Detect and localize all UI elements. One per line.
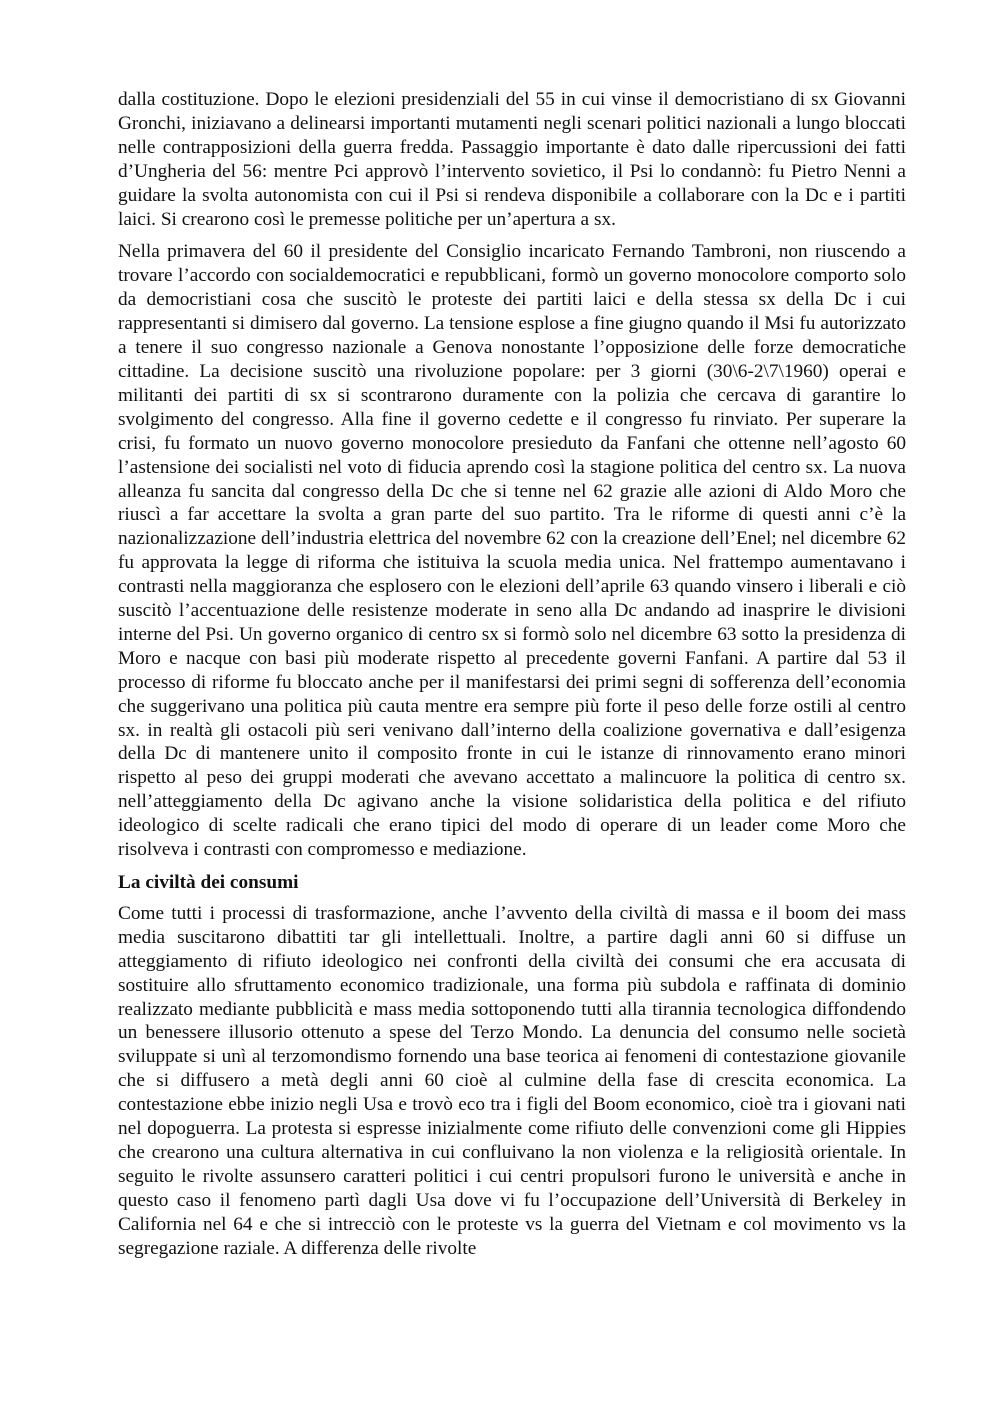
paragraph-2: Nella primavera del 60 il presidente del Consiglio incaricato Fernando Tambroni, non riuscendo a trovare l’accordo con socialdemocratici e repubblicani, formò un governo monocolore comporto solo da democristiani cosa che suscitò le proteste dei partiti laici e della stessa sx della Dc i cui rappresentanti si dimisero dal governo. La tensione esplose a fine giugno quando il Msi fu autorizzato a tenere il suo congresso nazionale a Genova nonostante l’opposizione delle forze democratiche cittadine. La decisione suscitò una rivoluzione popolare: per 3 giorni (30\6-2\7\1960) operai e militanti dei partiti di sx si scontrarono duramente con la polizia che cercava di garantire lo svolgimento del congresso. Alla fine il governo cedette e il congresso fu rinviato. Per superare la crisi, fu formato un nuovo governo monocolore presieduto da Fanfani che ottenne nell’agosto 60 l’astensione dei socialisti nel voto di fiducia aprendo così la stagione politica del centro sx. La nuova alleanza fu sancita dal congresso della Dc che si tenne nel 62 grazie alle azioni di Aldo Moro che riuscì a far accettare la svolta a gran parte del suo partito. Tra le riforme di questi anni c’è la nazionalizzazione dell’industria elettrica del novembre 62 con la creazione dell’Enel; nel dicembre 62 fu approvata la legge di riforma che istituiva la scuola media unica. Nel frattempo aumentavano i contrasti nella maggioranza che esplosero con le elezioni dell’aprile 63 quando vinsero i liberali e ciò suscitò l’accentuazione delle resistenze moderate in seno alla Dc andando ad inasprire le divisioni interne del Psi. Un governo organico di centro sx si formò solo nel dicembre 63 sotto la presidenza di Moro e nacque con basi più moderate rispetto al precedente governi Fanfani. A partire dal 53 il processo di riforme fu bloccato anche per il manifestarsi dei primi segni di sofferenza dell’economia che suggerivano una politica più cauta mentre era sempre più forte il peso delle forze ostili al centro sx. in realtà gli ostacoli più seri venivano dall’interno della coalizione governativa e dall’esigenza della Dc di mantenere unito il composito fronte in cui le istanze di rinnovamento erano minori rispetto al peso dei gruppi moderati che avevano accettato a malincuore la politica di centro sx. nell’atteggiamento della Dc agivano anche la visione solidaristica della politica e del rifiuto ideologico di scelte radicali che erano tipici del modo di operare di un leader come Moro che risolveva i contrasti con compromesso e mediazione. [118,241,906,861]
section-heading: La civiltà dei consumi [118,872,299,893]
paragraph-1: dalla costituzione. Dopo le elezioni presidenziali del 55 in cui vinse il democristiano di sx Giovanni Gronchi, iniziavano a delinearsi importanti mutamenti negli scenari politici nazionali a lungo bloccati nelle contrapposizioni della guerra fredda. Passaggio importante è dato dalle ripercussioni dei fatti d’Ungheria del 56: mentre Pci approvò l’intervento sovietico, il Psi lo condannò: fu Pietro Nenni a guidare la svolta autonomista con cui il Psi si rendeva disponibile a collaborare con la Dc e i partiti laici. Si crearono così le premesse politiche per un’apertura a sx. [118,89,906,230]
paragraph-3: Come tutti i processi di trasformazione, anche l’avvento della civiltà di massa e il boom dei mass media suscitarono dibattiti tar gli intellettuali. Inoltre, a partire dagli anni 60 si diffuse un atteggiamento di rifiuto ideologico nei confronti della civiltà dei consumi che era accusata di sostituire allo sfruttamento economico tradizionale, una forma più subdola e raffinata di dominio realizzato mediante pubblicità e mass media sottoponendo tutti alla tirannia tecnologica diffondendo un benessere illusorio ottenuto a spese del Terzo Mondo. La denuncia del consumo nelle società sviluppate si unì al terzomondismo fornendo una base teorica ai fenomeni di contestazione giovanile che si diffusero a metà degli anni 60 cioè al culmine della fase di crescita economica. La contestazione ebbe inizio negli Usa e trovò eco tra i figli del Boom economico, cioè tra i giovani nati nel dopoguerra. La protesta si espresse inizialmente come rifiuto delle convenzioni come gli Hippies che crearono una cultura alternativa in cui confluivano la non violenza e la religiosità orientale. In seguito le rivolte assunsero caratteri politici i cui centri propulsori furono le università e anche in questo caso il fenomeno partì dagli Usa dove vi fu l’occupazione dell’Università di Berkeley in California nel 64 e che si intrecciò con le proteste vs la guerra del Vietnam e col movimento vs la segregazione raziale. A differenza delle rivolte [118,902,906,1259]
document-page [118,88,906,1270]
